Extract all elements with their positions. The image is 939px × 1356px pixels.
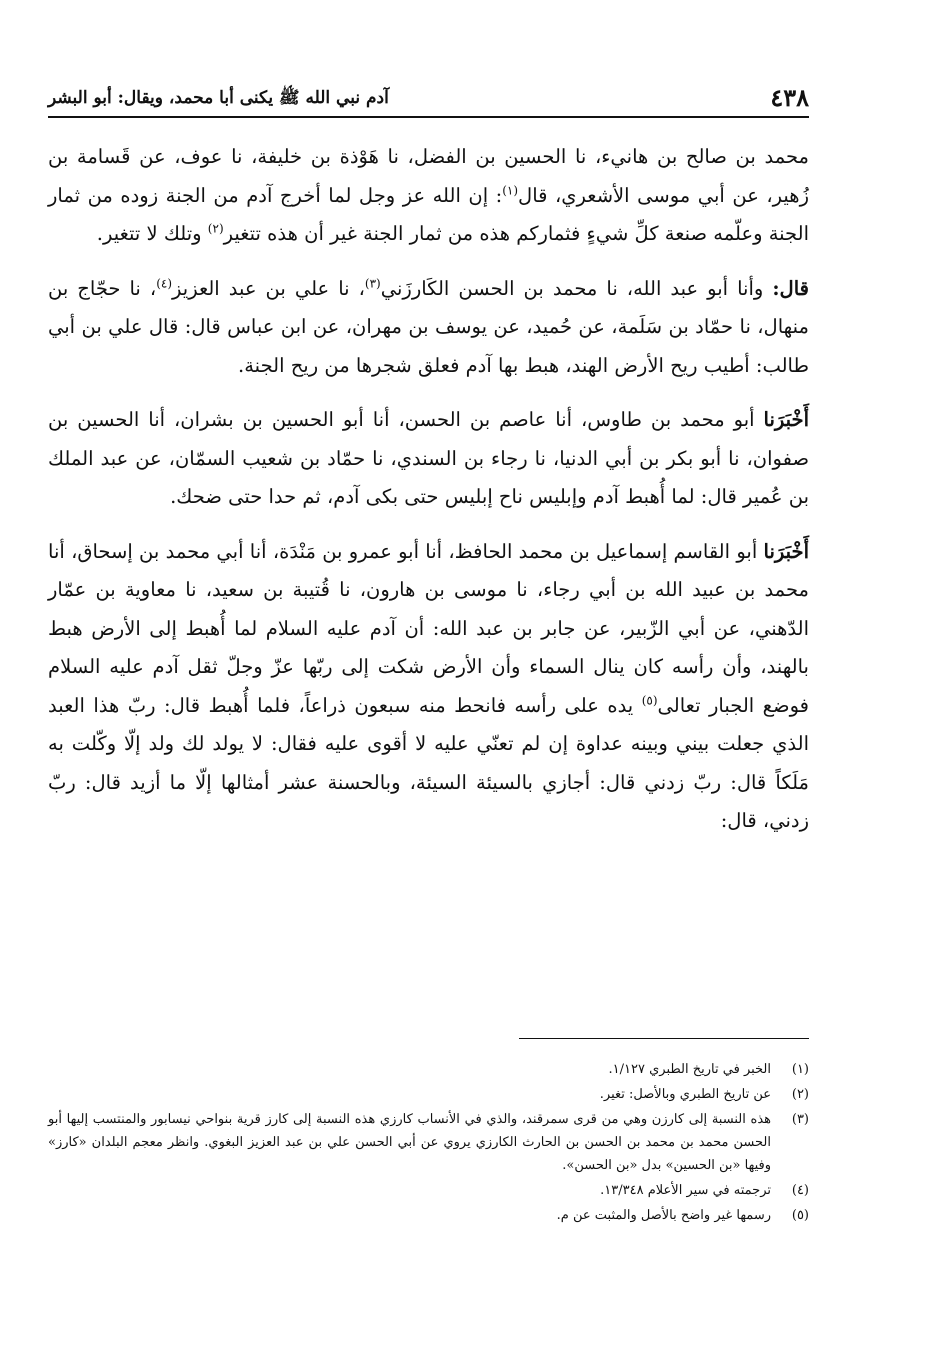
page-number: ٤٣٨ <box>770 83 809 112</box>
footnote-rule <box>519 1038 809 1039</box>
footnotes <box>48 1058 809 1229</box>
footnote-number: (٢) <box>791 1087 809 1102</box>
paragraph-text: وأنا أبو عبد الله، نا محمد بن الحسن الكَارزَني <box>380 276 773 300</box>
footnote-text: الخبر في تاريخ الطبري ١/١٢٧. <box>608 1062 771 1077</box>
footnote-text: ترجمته في سير الأعلام ١٣/٣٤٨. <box>600 1183 771 1198</box>
main-text <box>48 138 809 857</box>
page-header <box>48 72 809 112</box>
paragraph-1 <box>48 138 809 254</box>
paragraph-text: ، نا حجّاج بن منهال، نا حمّاد بن سَلَمة، عن حُميد، عن يوسف بن مهران، عن ابن عباس قال: قال علي بن أبي طالب: أطيب ريح الأرض الهند، هبط بها آدم فعلق شجرها من ريح الجنة. <box>48 276 809 377</box>
paragraph-text: أبو محمد بن طاوس، أنا عاصم بن الحسن، أنا أبو الحسين بن بشران، أنا الحسين بن صفوان، نا أبو بكر بن أبي الدنيا، نا رجاء بن السندي، نا حمّاد بن شعيب السمّان، عن عبد الملك بن عُمير قال: لما أُهبط آدم وإبليس ناح إبليس حتى بكى آدم، ثم حدا حتى ضحك. <box>48 408 809 508</box>
footnote-item <box>48 1058 809 1081</box>
paragraph-3 <box>48 401 809 517</box>
header-rule <box>48 116 809 118</box>
footnote-text: رسمها غير واضح بالأصل والمثبت عن م. <box>556 1208 771 1223</box>
footnote-ref-5: (٥) <box>641 693 658 707</box>
paragraph-4 <box>48 533 809 841</box>
paragraph-2 <box>48 270 809 386</box>
footnote-ref-3: (٣) <box>364 276 381 290</box>
running-title: آدم نبي الله ﷺ يكنى أبا محمد، ويقال: أبو البشر <box>48 88 389 108</box>
footnote-number: (٣) <box>791 1112 809 1127</box>
paragraph-text: أبو القاسم إسماعيل بن محمد الحافظ، أنا أبو عمرو بن مَنْدَة، أنا أبي محمد بن إسحاق، أنا محمد بن عبيد الله بن أبي رجاء، نا موسى بن هارون، نا قُتيبة بن سعيد، نا معاوية بن عمّار الدّهني، عن أبي الزّبير، عن جابر بن عبد الله: أن آدم عليه السلام لما أُهبط إلى الأرض هبط بالهند، وأن رأسه كان ينال السماء وأن الأرض شكت إلى ربّها عزّ وجلّ ثقل آدم عليه السلام فوضع الجبار تعالى <box>48 539 809 717</box>
footnote-item <box>48 1108 809 1177</box>
footnote-item <box>48 1083 809 1106</box>
footnote-item <box>48 1204 809 1227</box>
paragraph-text: ، نا علي بن عبد العزيز <box>172 276 365 300</box>
footnote-ref-2: (٢) <box>207 221 224 236</box>
paragraph-lead: أَخْبَرَنا <box>763 408 809 431</box>
footnote-ref-4: (٤) <box>156 276 173 290</box>
paragraph-text: : إن الله عز وجل لما أخرج آدم من الجنة زوده من ثمار الجنة وعلّمه صنعة كلِّ شيءٍ فثماركم هذه من ثمار الجنة غير أن هذه تتغير <box>48 183 809 245</box>
footnote-number: (٥) <box>791 1208 809 1223</box>
paragraph-text: يده على رأسه فانحط منه سبعون ذراعاً، فلما أُهبط قال: ربّ هذا العبد الذي جعلت بيني وبينه عداوة إن لم تعنّي عليه لا أقوى عليه فقال: لا يولد لك ولد إلّا وكّلت به مَلَكاً قال: ربّ زدني قال: أجازي بالسيئة السيئة، وبالحسنة عشر أمثالها إلّا ما أزيد قال: ربّ زدني، قال: <box>48 693 809 832</box>
footnote-number: (١) <box>791 1062 809 1077</box>
footnote-text: هذه النسبة إلى كارزن وهي من قرى سمرقند، والذي في الأنساب كارزي هذه النسبة إلى كارز قرية بنواحي نيسابور والمنتسب إليها أبو الحسن محمد بن محمد بن الحسن بن الحارث الكارزي يروي عن أبي الحسن علي بن عبد العزيز البغوي. وانظر معجم البلدان «كارز» وفيها «بن الحسين» بدل «بن الحسن». <box>48 1112 771 1173</box>
footnote-ref-1: (١) <box>502 183 519 197</box>
paragraph-text: محمد بن صالح بن هانيء، نا الحسين بن الفضل، نا هَوْذة بن خليفة، نا عوف، عن قَسامة بن زُهير، عن أبي موسى الأشعري، قال <box>48 145 809 207</box>
footnote-item <box>48 1179 809 1202</box>
paragraph-lead: أَخْبَرَنا <box>763 539 809 563</box>
footnote-number: (٤) <box>791 1183 809 1198</box>
paragraph-text: وتلك لا تتغير. <box>96 222 208 245</box>
footnote-text: عن تاريخ الطبري وبالأصل: تغير. <box>599 1087 771 1102</box>
paragraph-lead: قال: <box>772 276 809 300</box>
